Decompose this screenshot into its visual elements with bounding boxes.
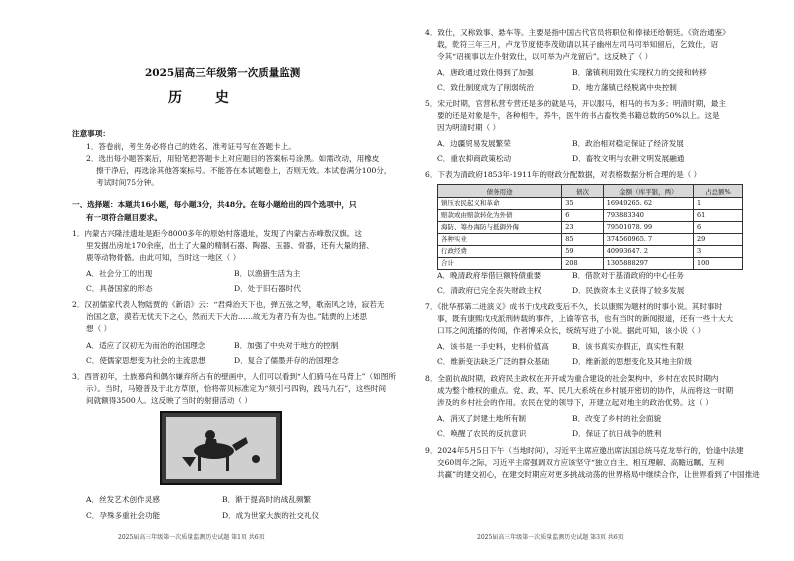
table-row (438, 198, 743, 210)
option-d: D．成为世家大族的社交礼仪 (222, 511, 320, 520)
table-cell: 374560965. 7 (603, 234, 693, 246)
table-header: 占总额% (694, 185, 743, 198)
option-b: B．该书真实亦假正，真实性有限 (572, 342, 684, 351)
question-2-line: 想（ ） (86, 324, 112, 333)
option-d: D．地方藩镇已经脱离中央控制 (572, 83, 677, 92)
table-cell: 79501078. 99 (603, 222, 693, 234)
option-a: A．适应了汉初无为而治的治国理念 (86, 341, 206, 350)
table-header: 金额（库平银，两） (603, 185, 693, 198)
option-d: D．畜牧文明与农耕文明发展融通 (572, 154, 685, 163)
question-8-line: 成为整个维权的重点。党、政、军、民几大系统在乡村展开密切的协作，从而将这一时期 (437, 386, 734, 395)
mural-image (160, 411, 282, 485)
table-header: 债务用途 (438, 185, 562, 198)
question-9-line: 交60周年之际，习近平主席强调双方应该坚守“独立自主、相互理解、高瞻远瞩、互利 (437, 458, 724, 467)
table-cell: 61 (694, 210, 743, 222)
table-cell: 29 (694, 234, 743, 246)
question-3-line: 示）。当时，马镫普及于北方草原，恰将蒂贝标准定为“须引弓四钩，践马九石”，这些时间 (86, 384, 387, 393)
table-row (438, 258, 743, 270)
option-b: B．以渔猎生活为主 (234, 269, 301, 278)
question-9-line: 9．2024年5月5日下午（当地时间），习近平主席应邀出席法国总统马克龙举行的，恰逢中法建 (425, 446, 744, 455)
option-b: B．改变了乡村的社会面貌 (572, 414, 662, 423)
question-2-line: 治国之意，漠若无忧天下之心，然而天下大治……故无为者乃有为也。”陆贾的上述思 (86, 312, 368, 321)
section-heading: 一、选择题：本题共16小题，每小题3分，共48分。在每小题给出的四个选项中，只 (72, 200, 357, 209)
option-d: D．保证了抗日战争的胜利 (572, 429, 662, 438)
option-d: D．民族资本主义获得了较多发展 (572, 286, 685, 295)
page-footer: 2025届高三年级第一次质量监测历史试题 第1页 共6页 (118, 534, 265, 541)
table-cell: 各种实业 (438, 234, 562, 246)
question-7-line: 口耳之间流播的传闻，作者博采众长，统统写进了小说。据此可知，该小说（ ） (437, 326, 706, 335)
table-header: 债次 (562, 185, 603, 198)
note-line: 1．答卷前，考生务必将自己的姓名、准考证号写在答题卡上。 (86, 142, 296, 151)
note-line: 2．选出每小题答案后，用铅笔把答题卡上对应题目的答案标号涂黑。如需改动，用橡皮 (86, 154, 380, 163)
table-cell: 208 (562, 258, 603, 270)
table-cell: 16949265. 62 (603, 198, 693, 210)
option-b: B．渐于提高时的战乱频繁 (222, 495, 312, 504)
option-c: C．唤醒了农民的反抗意识 (437, 429, 527, 438)
question-5-line: 5．宋元时期，官营私营专营还是多的就是马，开以服马，相马的书为多；明清时期，最主 (425, 99, 726, 108)
table-row (438, 234, 743, 246)
option-c: C．清政府已完全丧失财政主权 (437, 286, 542, 295)
question-4-line: 载，乾符三年三月，卢龙节度使李茂勋请以其子幽州左司马可举知留后，乞致仕，诏 (437, 40, 718, 49)
option-a: A．唐政通过致仕得到了加强 (437, 68, 534, 77)
note-line: 擦干净后，再选涂其他答案标号。不能答在本试题卷上，否则无效。本试卷满分100分， (96, 166, 392, 175)
question-7-line: 事，既有康熙戊戌派刑转载的事件，上谕等官书，也有当时的新闻报道，还有一些十大大 (437, 314, 734, 323)
question-1-line: 鹿等动物骨骼。由此可知，当时这一地区（ ） (86, 253, 241, 262)
option-a: A．丝发艺术创作灵感 (86, 495, 160, 504)
table-cell: 23 (562, 222, 603, 234)
table-cell: 1305888297 (603, 258, 693, 270)
option-a: A．边疆贸易发展繁荣 (437, 139, 511, 148)
exam-title: 2025届高三年级第一次质量监测 (145, 67, 301, 79)
table-header-row (438, 185, 743, 198)
option-c: C．具备国家的形态 (86, 284, 153, 293)
option-d: D．复合了儒墨并存的治国理念 (234, 356, 339, 365)
option-d: D．维新派的思想变化及其地主阶级 (572, 357, 692, 366)
table-cell: 赔款或由赔款转化为外债 (438, 210, 562, 222)
table-cell: 40993647. 2 (603, 246, 693, 258)
table-cell: 行政经费 (438, 246, 562, 258)
table-cell: 6 (562, 210, 603, 222)
question-4-line: 令其“诏视事以左仆射致仕，以可举为卢龙留后”。这反映了（ ） (437, 52, 653, 61)
option-c: C．重农抑商政策松动 (437, 154, 512, 163)
question-2-line: 2．汉初儒家代表人物陆贾的《新语》云：“君舜治天下也，弹五弦之琴，歌南风之诗，寂若无 (72, 300, 385, 309)
option-a: A．该书是一手史料，史料价值高 (437, 342, 549, 351)
table-cell: 海防、筹办海防与抵御外侮 (438, 222, 562, 234)
option-c: C．孕殊多重社会功能 (86, 511, 161, 520)
question-7-line: 7．《批华那第二进演义》成书于戊戌政变后不久，长以康熙为题材的时事小说。其时事时 (425, 302, 723, 311)
option-b: B．借款对于基清政府的中心任务 (572, 271, 684, 280)
question-5-line: 因为明清时期（ ） (437, 123, 501, 132)
note-line: 考试时间75分钟。 (96, 178, 159, 187)
right-page (397, 0, 794, 561)
table-cell: 59 (562, 246, 603, 258)
question-8-line: 涉及的乡村社会的作用。农民在党的领导下，开建立起对地主的政治优势。这（ ） (437, 398, 713, 407)
question-6-line: 6．下表为清政府1853年-1911年的财政分配数据，对表格数据分析合理的是（ ） (425, 170, 702, 179)
table-cell: 1 (694, 198, 743, 210)
page-footer: 2025届高三年级第一次质量监测历史试题 第3页 共6页 (477, 534, 624, 541)
table-cell: 35 (562, 198, 603, 210)
question-9-line: 共赢”的建交初心，在建交时期应对更多挑战动荡的世界格局中继续合作，让世界看到了中国推进 (437, 470, 760, 479)
question-1-line: 里发掘出房址170余座，出土了大量的精制石器、陶器、玉器、骨器，还有大量的猪、 (86, 241, 374, 250)
question-3-line: 3．西晋初年，士族慕尚和偶尔嫌弃所占有的壁画中，人们可以看到“人们骑马在马背上”（如图所 (72, 372, 396, 381)
option-d: D．处于旧石器时代 (234, 284, 301, 293)
table-cell: 793883340 (603, 210, 693, 222)
question-5-line: 要的还是对象是牛，各种相牛，养牛，医牛的书占畜牧类书籍总数的50%以上。这是 (437, 111, 720, 120)
table-cell: 100 (694, 258, 743, 270)
notes-heading: 注意事项： (72, 129, 110, 138)
option-c: C．使儒家思想变为社会的主流思想 (86, 356, 206, 365)
subject-title: 历 史 (168, 90, 243, 106)
table-cell: 6 (694, 222, 743, 234)
section-heading-2: 有一项符合题目要求。 (86, 213, 162, 222)
option-c: C．致仕制度成为了削弱统治 (437, 83, 534, 92)
table-cell: 合计 (438, 258, 562, 270)
table-row (438, 210, 743, 222)
table-row (438, 246, 743, 258)
table-cell: 85 (562, 234, 603, 246)
option-a: A．消灭了封建土地所有制 (437, 414, 527, 423)
option-b: B．藩镇利用致仕实现权力的交接和转移 (572, 68, 707, 77)
question-1-line: 1．内蒙古兴隆洼遗址是距今8000多年的原始村落遗址，发现了内蒙古赤峰敖汉旗。这 (72, 229, 362, 238)
question-4-line: 4．致仕，又称致事、悬车等。主要是指中国古代官员将职位和俸禄还给朝廷。《资治通鉴》 (425, 28, 730, 37)
table-row (438, 222, 743, 234)
option-b: B．政治相对稳定保证了经济发展 (572, 139, 684, 148)
question-3-line: 间就额得3500人。这反映了当时的射猎活动（ ） (86, 396, 253, 405)
option-a: A．晚清政府举借巨额特债重要 (437, 271, 542, 280)
table-cell: 3 (694, 246, 743, 258)
option-c: C．维新变法缺乏广泛的群众基础 (437, 357, 550, 366)
debt-table (437, 184, 743, 270)
question-8-line: 8．全面抗战时期，政府民主政权在开开或为重合建设的社会架构中，乡村在农民时期内 (425, 374, 719, 383)
table-cell: 镇压农民起义和革命 (438, 198, 562, 210)
option-a: A．社会分工的出现 (86, 269, 153, 278)
option-b: B．加强了中央对于地方的控制 (234, 341, 339, 350)
